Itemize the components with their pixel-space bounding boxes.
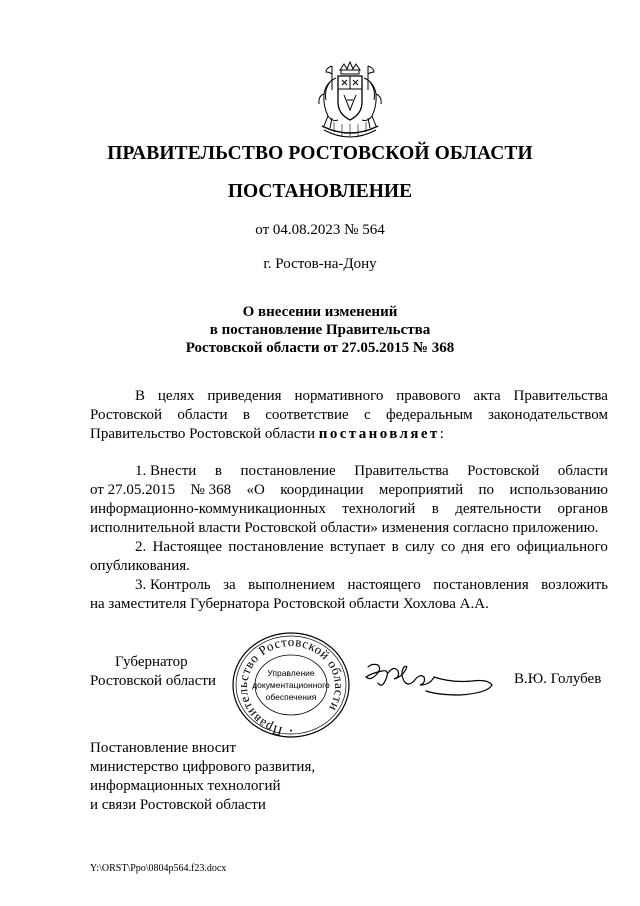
- submitter-line: и связи Ростовской области: [90, 797, 266, 813]
- item-line: исполнительной власти Ростовской области» изменения согласно приложению.: [90, 520, 599, 536]
- stamp-center-line: документационного: [252, 680, 330, 690]
- signatory-title: Губернатор Ростовской области: [90, 654, 216, 689]
- item-line: 2. Настоящее постановление вступает в силу со дня его официального: [135, 539, 608, 555]
- preamble-line: Правительство Ростовской области постановляет:: [90, 426, 444, 442]
- file-path: Y:\ORST\Ppo\0804p564.f23.docx: [90, 863, 227, 874]
- subject-line: О внесении изменений: [242, 304, 398, 320]
- stamp-center-line: Управление: [267, 668, 315, 678]
- subject-line: Ростовской области от 27.05.2015 № 368: [185, 340, 455, 356]
- stamp-ring-text: Правительство Ростовской области: [234, 633, 348, 740]
- handwritten-signature-icon: [360, 655, 500, 705]
- subject-line: в постановление Правительства: [209, 322, 431, 338]
- item-3: [90, 576, 608, 614]
- item-line: 3. Контроль за выполнением настоящего постановления возложить: [135, 577, 608, 593]
- item-line: от 27.05.2015 № 368 «О координации мероприятий по использованию: [90, 482, 608, 498]
- document-type: ПОСТАНОВЛЕНИЕ: [227, 181, 413, 202]
- submitter-line: информационных технологий: [90, 778, 281, 794]
- item-1: [90, 462, 608, 538]
- preamble: [90, 387, 608, 444]
- item-line: опубликования.: [90, 558, 190, 574]
- official-stamp-icon: [229, 630, 353, 740]
- submitter-line: Постановление вносит: [90, 740, 237, 756]
- government-title: ПРАВИТЕЛЬСТВО РОСТОВСКОЙ ОБЛАСТИ: [107, 143, 533, 164]
- coat-of-arms-icon: [314, 60, 386, 140]
- resolves-word: постановляет: [318, 426, 440, 442]
- item-line: 1. Внести в постановление Правительства Ростовской области: [135, 463, 608, 479]
- document-subject: [0, 303, 640, 357]
- signatory-name: В.Ю. Голубев: [514, 671, 602, 687]
- document-date-number: от 04.08.2023 № 564: [255, 222, 385, 238]
- submitter-block: [90, 739, 315, 815]
- item-line: на заместителя Губернатора Ростовской области Хохлова А.А.: [90, 596, 489, 612]
- submitter-line: министерство цифрового развития,: [90, 759, 316, 775]
- preamble-line: В целях приведения нормативного правового акта Правительства: [135, 388, 608, 404]
- stamp-center-line: обеспечения: [265, 692, 317, 702]
- document-city: г. Ростов-на-Дону: [263, 256, 377, 272]
- svg-text:•: •: [289, 728, 293, 735]
- item-line: информационно-коммуникационных технологий в деятельности органов: [90, 501, 608, 517]
- item-2: [90, 538, 608, 576]
- preamble-line: Ростовской области в соответствие с федеральным законодательством: [90, 407, 608, 423]
